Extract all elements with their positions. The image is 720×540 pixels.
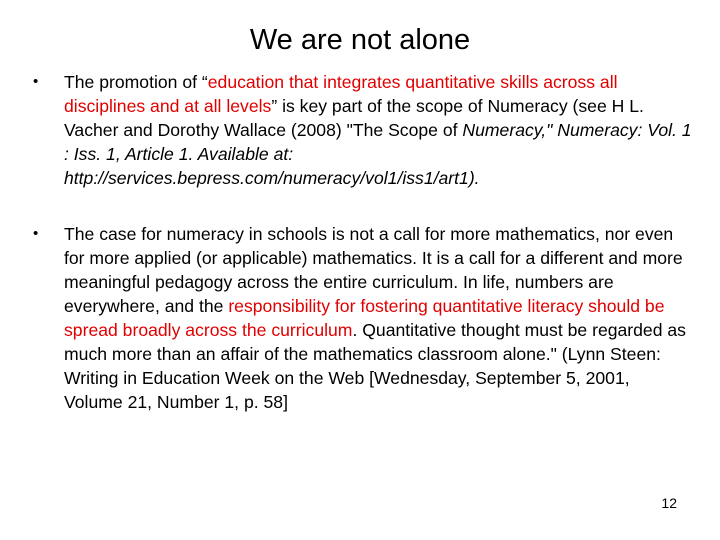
bullet-text [64,224,686,412]
slide-title: We are not alone [249,24,471,56]
bullet-icon: • [33,73,39,90]
citation-italic: Numeracy," Numeracy: Vol. 1 : Iss. 1, Article 1. Available at: http://services.bepress.com/numeracy/vol1/iss1/art1). [64,120,692,188]
page-number: 12 [661,495,677,511]
bullet-item-steen-quote [33,222,693,414]
text-segment: . Quantitative thought must be regarded as much more than an affair of the mathematics classroom alone." (Lynn Steen: Writing in Education Week on the Web [Wednesday, September 5, 2001, Volume 21, Number 1, p. 58] [64,320,686,412]
text-segment: The promotion of “ [64,72,208,92]
text-segment: The case for numeracy in schools is not a call for more mathematics, nor even for more applied (or applicable) mathematics. It is a call for a different and more meaningful pedagogy across the entire curriculum. In life, numbers are everywhere, and the [64,224,683,316]
bullet-list [33,70,693,414]
highlighted-quote: education that integrates quantitative skills across all disciplines and at all levels [64,72,618,116]
highlighted-quote: responsibility for fostering quantitative literacy should be spread broadly across the curriculum [64,296,665,340]
bullet-text [64,72,692,188]
bullet-icon: • [33,225,39,242]
text-segment: ” is key part of the scope of Numeracy (see H L. Vacher and Dorothy Wallace (2008) "The Scope of [64,96,644,140]
bullet-item-numeracy-scope [33,70,693,190]
